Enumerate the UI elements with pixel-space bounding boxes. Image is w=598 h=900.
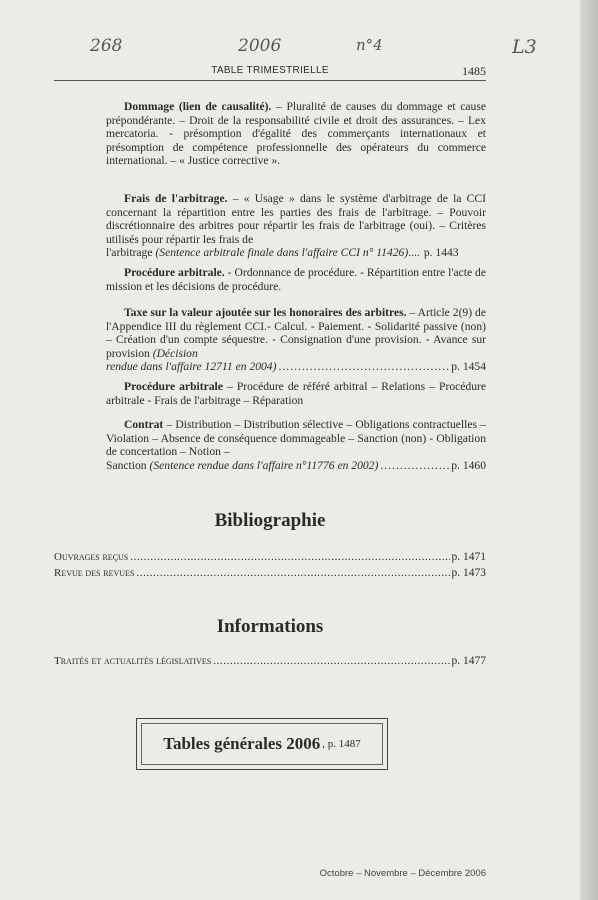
- toc-line: [54, 551, 486, 563]
- toc-label: Traités et actualités législatives: [54, 655, 212, 667]
- leader-dots: [136, 567, 449, 579]
- running-title: TABLE TRIMESTRIELLE: [211, 65, 329, 76]
- entry-keyword: Frais de l'arbitrage.: [124, 192, 228, 205]
- leader-dots: ....: [408, 246, 420, 260]
- section-title-bibliographie: Bibliographie: [214, 510, 326, 531]
- entry-source: (Sentence arbitrale finale dans l'affaire CCI n° 11426): [155, 246, 409, 260]
- index-entry: Contrat – Distribution – Distribution sélective – Obligations contractuelles – Violation – Absence de conséquence dommageable – Sanction (non) - Obligation de concertation – Notion – Sanction (Sentence rendue dans l'affaire n°11776 en 2002) ..... p. 1460: [106, 418, 486, 472]
- handwritten-note: n°4: [356, 36, 383, 54]
- entry-keyword: Contrat: [124, 418, 164, 431]
- handwritten-note: 268: [90, 36, 123, 56]
- entry-page-ref: p. 1460: [451, 458, 486, 472]
- tables-generales-box: [136, 718, 388, 770]
- index-entry: Frais de l'arbitrage. – « Usage » dans le système d'arbitrage de la CCI concernant la répartition entre les parties des frais de l'arbitrage. – Pouvoir discrétionnaire des arbitres pour répartir les frais de l'arbitrage (oui). – Critères utilisés pour répartir les frais de l'arbitrage (Sentence arbitrale finale dans l'affaire CCI n° 11426) .... p. 1443: [106, 192, 486, 260]
- entry-keyword: Procédure arbitrale.: [124, 266, 225, 279]
- page-number: 1485: [462, 64, 486, 78]
- entry-text: – Procédure de référé arbitral – Relations – Procédure arbitrale - Frais de l'arbitrage – Réparation: [106, 380, 487, 407]
- toc-page: p. 1477: [451, 655, 486, 667]
- page-edge: [580, 0, 598, 900]
- index-entry: [106, 380, 486, 407]
- toc-page: p. 1473: [451, 567, 486, 579]
- index-entry: [106, 306, 486, 374]
- handwritten-note: L3: [512, 36, 537, 58]
- index-entry: [106, 100, 486, 168]
- entry-text: – Pluralité de causes du dommage et cause prépondérante. – Droit de la responsabilité civile et droit des assurances. – Lex mercatoria. - présomption d'égalité des commerçants internationaux et présomption de compétence professionnelle des opérateurs du commerce international. – « Justice corrective ».: [106, 100, 486, 168]
- toc-line: [54, 655, 486, 667]
- toc-label: Ouvrages reçus: [54, 551, 129, 563]
- index-entry: [106, 266, 486, 293]
- entry-text: – « Usage » dans le système d'arbitrage de la CCI concernant la répartition entre les parties des frais de l'arbitrage. – Pouvoir discrétionnaire des arbitres pour répartir les frais de l'arbitrage (oui). – Critères utilisés pour répartir les frais de: [106, 192, 486, 246]
- section-title-informations: Informations: [216, 616, 324, 637]
- entry-source: (Sentence rendue dans l'affaire n°11776 en 2002): [149, 458, 379, 472]
- entry-source: rendue dans l'affaire 12711 en 2004): [106, 360, 277, 374]
- tables-generales-title: Tables générales 2006: [163, 734, 321, 753]
- leader-dots: [130, 551, 449, 563]
- entry-keyword: Procédure arbitrale: [124, 380, 223, 393]
- entry-text: – Article 2(9) de l'Appendice III du règlement CCI.- Calcul. - Paiement. - Solidarité passive (non) – Création d'un compte séquestre. - Consignation d'une provision. - Avance sur provision: [106, 306, 487, 360]
- page-header: [54, 64, 486, 81]
- entry-page-ref: p. 1443: [423, 246, 459, 260]
- toc-page: p. 1471: [451, 551, 486, 563]
- page-footer: Octobre – Novembre – Décembre 2006: [319, 868, 486, 879]
- tables-generales-page: , p. 1487: [322, 738, 361, 750]
- entry-keyword: Taxe sur la valeur ajoutée sur les honoraires des arbitres.: [124, 306, 407, 319]
- toc-line: [54, 567, 486, 579]
- entry-page-ref: p. 1454: [451, 360, 486, 374]
- entry-text: – Distribution – Distribution sélective – Obligations contractuelles – Violation – Absence de conséquence dommageable – Sanction (non) - Obligation de concertation – Notion –: [106, 418, 486, 459]
- leader-dots: [213, 655, 449, 667]
- handwritten-note: 2006: [238, 36, 282, 56]
- entry-source: (Décision: [152, 346, 198, 360]
- entry-text: - Ordonnance de procédure. - Répartition entre l'acte de mission et les décisions de procédure.: [106, 266, 486, 293]
- toc-label: Revue des revues: [54, 567, 135, 579]
- leader-dots: [278, 360, 449, 374]
- entry-keyword: Dommage (lien de causalité).: [124, 100, 272, 113]
- leader-dots: [380, 459, 449, 473]
